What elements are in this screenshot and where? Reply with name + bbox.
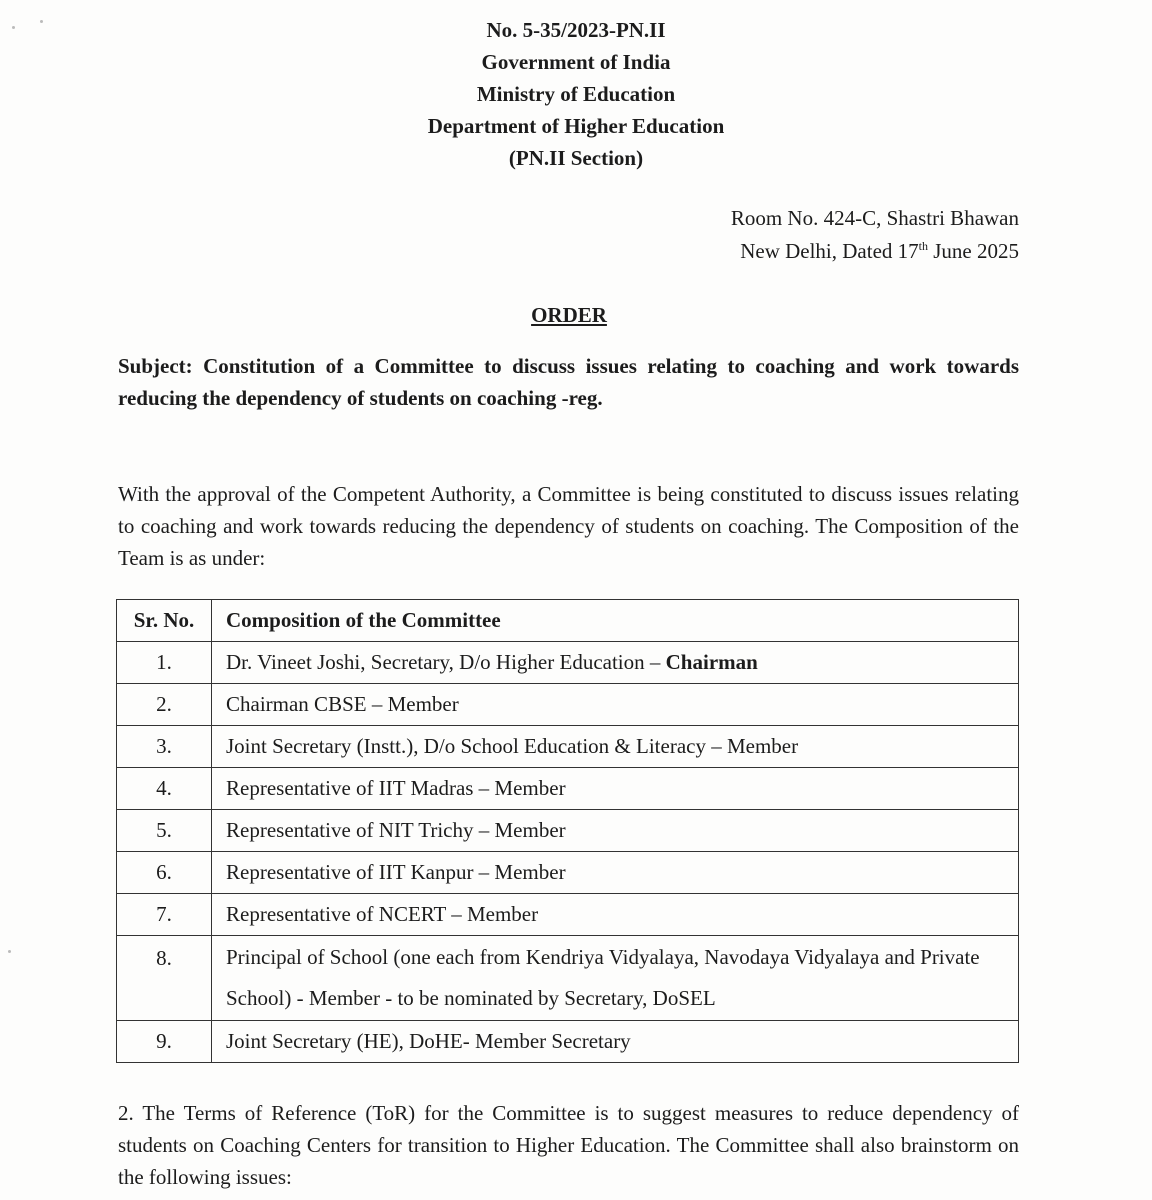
dated-line [731,235,1019,268]
header-composition: Composition of the Committee [212,600,1019,642]
member-cell: Representative of NCERT – Member [212,894,1019,936]
member-cell: Representative of IIT Madras – Member [212,768,1019,810]
department-name: Department of Higher Education [427,114,725,138]
subject-line: Subject: Constitution of a Committee to discuss issues relating to coaching and work towards reducing the dependency of students on coaching -reg. [118,354,1019,410]
room-address: Room No. 424-C, Shastri Bhawan [730,206,1019,230]
date-suffix: June 2025 [928,239,1019,263]
table-row [117,642,1019,684]
sr-cell: 6. [117,852,212,894]
paragraph-intro: With the approval of the Competent Authority, a Committee is being constituted to discuss issues relating to coaching and work towards reducing the dependency of students on coaching. The Composition of the Team is as under: [118,482,1019,570]
header-sr-no: Sr. No. [117,600,212,642]
sr-cell: 4. [117,768,212,810]
member-cell: Joint Secretary (HE), DoHE- Member Secretary [212,1021,1019,1063]
member-role-bold: Chairman [665,650,758,674]
member-cell: Representative of IIT Kanpur – Member [212,852,1019,894]
table-row [117,726,1019,768]
sr-cell: 9. [117,1021,212,1063]
member-cell: Principal of School (one each from Kendriya Vidyalaya, Navodaya Vidyalaya and Private School) - Member - to be nominated by Secretary, DoSEL [212,936,1019,1021]
sr-cell: 1. [117,642,212,684]
member-cell: Representative of NIT Trichy – Member [212,810,1019,852]
file-number: No. 5-35/2023-PN.II [486,18,666,42]
sr-cell: 2. [117,684,212,726]
sr-cell: 8. [117,936,212,1021]
member-cell [212,642,1019,684]
member-text: Dr. Vineet Joshi, Secretary, D/o Higher Education – [226,650,666,674]
table-row [117,936,1019,1021]
member-cell: Chairman CBSE – Member [212,684,1019,726]
table-row [117,852,1019,894]
table-row [117,684,1019,726]
table-row [117,1021,1019,1063]
committee-table [116,599,1019,1063]
table-header-row [117,600,1019,642]
order-title: ORDER [531,303,607,327]
table-row [117,768,1019,810]
document-header [0,14,1152,174]
paragraph-terms-of-reference: 2. The Terms of Reference (ToR) for the Committee is to suggest measures to reduce dependency of students on Coaching Centers for transition to Higher Education. The Committee shall also brainstorm on the following issues: [118,1101,1019,1189]
government-name: Government of India [481,50,671,74]
sr-cell: 5. [117,810,212,852]
address-block [731,202,1019,268]
member-cell: Joint Secretary (Instt.), D/o School Education & Literacy – Member [212,726,1019,768]
ministry-name: Ministry of Education [476,82,676,106]
date-ordinal: th [918,239,928,253]
sr-cell: 7. [117,894,212,936]
scan-speck [8,950,11,953]
date-prefix: New Delhi, Dated 17 [740,239,919,263]
sr-cell: 3. [117,726,212,768]
section-name: (PN.II Section) [508,146,644,170]
table-row [117,894,1019,936]
table-row [117,810,1019,852]
